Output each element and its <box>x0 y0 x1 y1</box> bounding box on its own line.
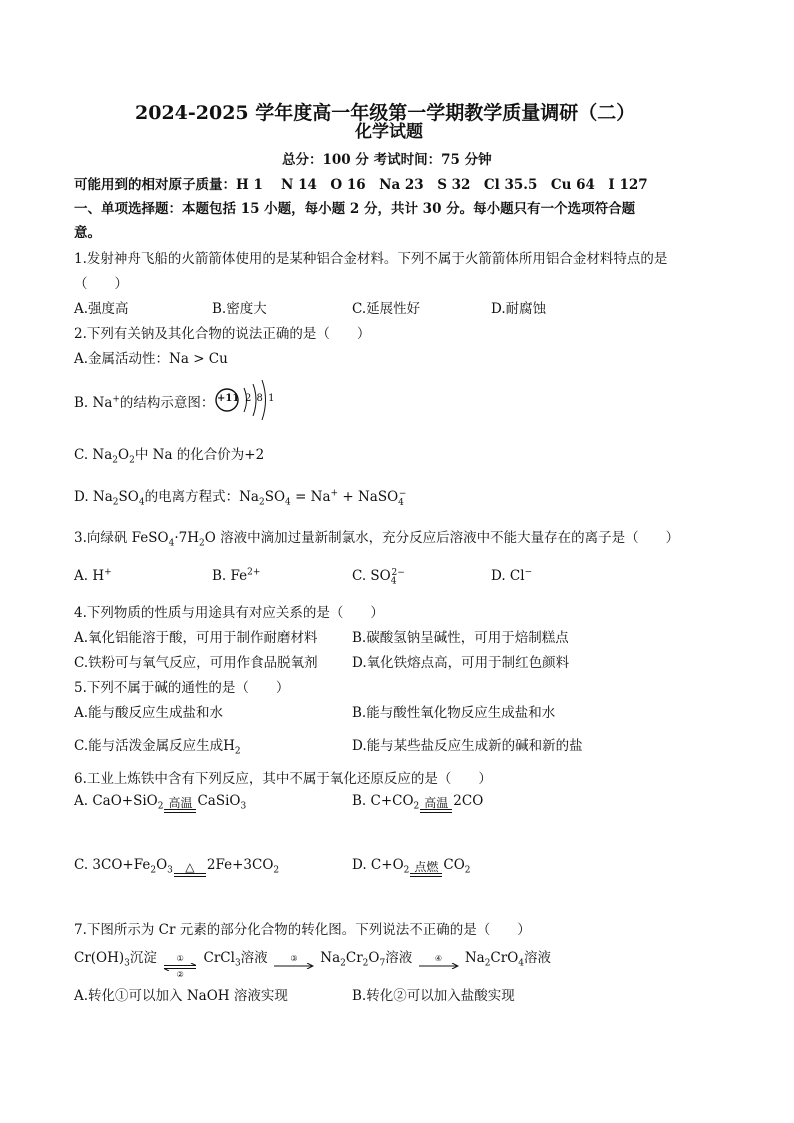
q6-option-d: D. $C+O_2$ 点燃 $CO_2$ <box>352 857 471 876</box>
exam-title: 2024-2025 学年度高一年级第一学期教学质量调研（二） <box>135 102 636 124</box>
condition-high-temp: 高温 <box>420 797 452 813</box>
q1-option-d: D.耐腐蚀 <box>491 301 547 317</box>
q3-option-d: D. Cl− <box>491 567 533 584</box>
q7-stem: 7.下图所示为 Cr 元素的部分化合物的转化图。下列说法不正确的是（ ） <box>74 922 531 938</box>
q5-option-d: D.能与某些盐反应生成新的碱和新的盐 <box>352 738 583 754</box>
arrow-4: ④ <box>419 955 459 977</box>
q5-option-a: A.能与酸反应生成盐和水 <box>74 705 224 721</box>
nucleus-charge: +11 <box>217 393 240 404</box>
exam-subtitle: 化学试题 <box>355 122 423 142</box>
q1-stem-cont: （ ） <box>74 276 128 292</box>
q4-stem: 4.下列物质的性质与用途具有对应关系的是（ ） <box>74 605 384 621</box>
q3-option-a: A. H+ <box>74 567 112 584</box>
q7-option-b: B.转化②可以加入盐酸实现 <box>352 988 515 1004</box>
sodium-ion-structure-diagram <box>214 376 274 420</box>
q4-option-d: D.氧化铁熔点高，可用于制红色颜料 <box>352 655 570 671</box>
condition-heat: △ <box>174 861 206 877</box>
arrow-3: ③ <box>274 955 314 977</box>
q2-option-a: A.金属活动性：Na > Cu <box>74 351 228 367</box>
atomic-mass: 可能用到的相对原子质量：H 1 N 14 O 16 Na 23 S 32 Cl 35.5 Cu 64 I 127 <box>74 177 648 193</box>
q6-option-c: C. $3CO+Fe_2O_3$ △ $2Fe+3CO_2$ <box>74 857 280 876</box>
q6-option-b: B. $C+CO_2$ 高温 2CO <box>352 793 484 812</box>
q6-stem: 6.工业上炼铁中含有下列反应，其中不属于氧化还原反应的是（ ） <box>74 771 492 787</box>
q1-option-a: A.强度高 <box>74 301 129 317</box>
condition-high-temp: 高温 <box>164 797 196 813</box>
q2-option-c: C. $Na_2O_2$中 Na 的化合价为+2 <box>74 447 265 466</box>
q1-stem: 1.发射神舟飞船的火箭箭体使用的是某种铝合金材料。下列不属于火箭箭体所用铝合金材料特点的是 <box>74 251 668 267</box>
section1-heading: 一、单项选择题：本题包括 15 小题，每小题 2 分，共计 30 分。每小题只有一个选项符合题 <box>74 201 636 217</box>
q5-option-b: B.能与酸性氧化物反应生成盐和水 <box>352 705 556 721</box>
condition-ignite: 点燃 <box>410 861 442 877</box>
q5-option-c: C.能与活泼金属反应生成$H_2$ <box>74 738 241 757</box>
q3-option-c: C. $SO_4^{2-}$ <box>352 567 405 587</box>
q5-stem: 5.下列不属于碱的通性的是（ ） <box>74 680 290 696</box>
q1-option-c: C.延展性好 <box>352 301 421 317</box>
reversible-arrow: ① ② <box>163 955 197 979</box>
q6-option-a: A. CaO+SiO$_2$ 高温 CaSiO$_3$ <box>74 793 247 812</box>
q2-stem: 2.下列有关钠及其化合物的说法正确的是（ ） <box>74 326 371 342</box>
q1-option-b: B.密度大 <box>212 301 267 317</box>
chromium-conversion-scheme: $Cr(OH)_3$沉淀 ① ② CrCl$_3$溶液 ③ $Na_2Cr_2O_7$溶液 ④ $Na_2CrO_4$溶液 <box>74 950 552 979</box>
q2-option-d: D. $Na_2SO_4$的电离方程式：$Na_2SO_4 = Na^+$ + NaSO$_4$− <box>74 488 407 508</box>
q3-option-b: B. $Fe^{2+}$ <box>212 567 261 584</box>
q3-stem: 3.向绿矾 $FeSO_4\cdot 7H_2O$ 溶液中滴加过量新制氯水，充分反应后溶液中不能大量存在的离子是（ ） <box>74 530 680 549</box>
q4-option-a: A.氧化铝能溶于酸，可用于制作耐磨材料 <box>74 630 318 646</box>
electron-shells: 2 8 1 <box>245 393 276 404</box>
q7-option-a: A.转化①可以加入 NaOH 溶液实现 <box>74 988 288 1004</box>
q2-option-b: B. Na+的结构示意图： <box>74 394 215 411</box>
section1-heading-cont: 意。 <box>74 225 101 241</box>
score-time: 总分：100 分 考试时间：75 分钟 <box>282 152 492 168</box>
q4-option-b: B.碳酸氢钠呈碱性，可用于焙制糕点 <box>352 630 569 646</box>
q4-option-c: C.铁粉可与氧气反应，可用作食品脱氧剂 <box>74 655 318 671</box>
